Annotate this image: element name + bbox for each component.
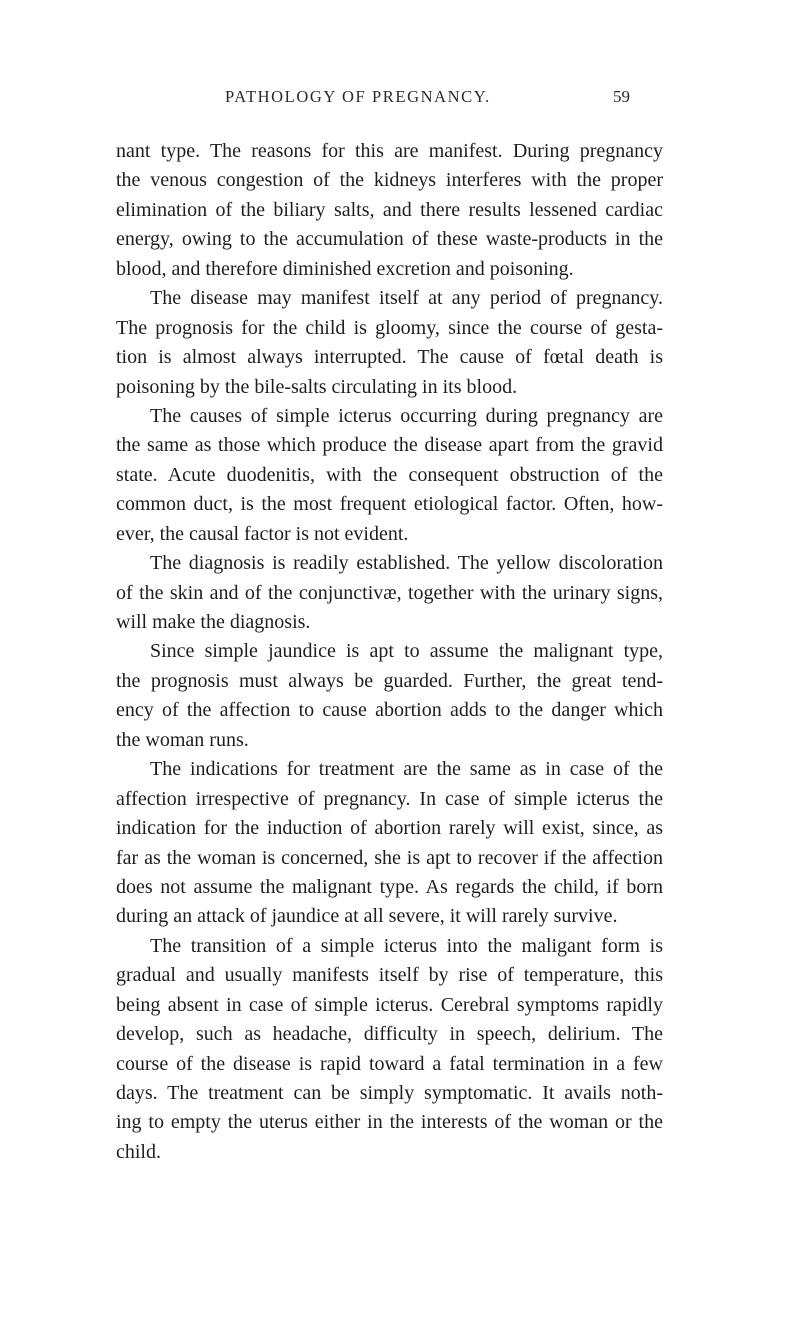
text-line: nant type. The reasons for this are manifest. During pregnancy — [116, 140, 663, 162]
text-line: The prognosis for the child is gloomy, since the course of gesta- — [116, 316, 663, 339]
text-line: the prognosis must always be guarded. Further, the great tend- — [116, 669, 663, 692]
text-line: poisoning by the bile-salts circulating in its blood. — [116, 375, 518, 398]
text-line: the woman runs. — [116, 728, 249, 751]
text-line: days. The treatment can be simply symptomatic. It avails noth- — [116, 1082, 663, 1104]
text-line: elimination of the biliary salts, and there results lessened cardiac — [116, 198, 663, 221]
text-line: ing to empty the uterus either in the interests of the woman or the — [116, 1111, 663, 1134]
text-line: The causes of simple icterus occurring during pregnancy are — [150, 404, 663, 427]
text-line: common duct, is the most frequent etiological factor. Often, how- — [116, 493, 663, 516]
text-line: The transition of a simple icterus into the maligant form is — [150, 934, 663, 957]
running-title: PATHOLOGY OF PREGNANCY. — [225, 87, 491, 106]
text-line: does not assume the malignant type. As regards the child, if born — [116, 875, 663, 898]
text-line: the same as those which produce the disease apart from the gravid — [116, 434, 663, 457]
text-line: Since simple jaundice is apt to assume the malignant type, — [150, 640, 663, 663]
text-line: far as the woman is concerned, she is apt to recover if the affection — [116, 846, 663, 869]
text-line: tion is almost always interrupted. The cause of fœtal death is — [116, 346, 663, 369]
page-number: 59 — [613, 87, 630, 106]
text-line: state. Acute duodenitis, with the consequent obstruction of the — [116, 463, 663, 486]
text-line: ency of the affection to cause abortion adds to the danger which — [116, 699, 663, 722]
text-line: ever, the causal factor is not evident. — [116, 522, 409, 545]
text-line: energy, owing to the accumulation of these waste-products in the — [116, 228, 663, 251]
text-line: affection irrespective of pregnancy. In case of simple icterus the — [116, 787, 663, 810]
text-line: The diagnosis is readily established. The yellow discoloration — [150, 552, 663, 575]
text-line: being absent in case of simple icterus. Cerebral symptoms rapidly — [116, 993, 663, 1016]
text-line: child. — [116, 1140, 161, 1163]
text-line: The indications for treatment are the same as in case of the — [150, 758, 663, 781]
text-line: the venous congestion of the kidneys interferes with the proper — [116, 169, 663, 192]
text-line: develop, such as headache, difficulty in speech, delirium. The — [116, 1023, 663, 1046]
text-line: during an attack of jaundice at all severe, it will rarely survive. — [116, 905, 618, 928]
text-line: indication for the induction of abortion rarely will exist, since, as — [116, 817, 663, 840]
text-line: blood, and therefore diminished excretion and poisoning. — [116, 257, 574, 280]
body-text — [116, 137, 663, 1167]
text-line: will make the diagnosis. — [116, 611, 311, 633]
text-line: course of the disease is rapid toward a fatal termination in a few — [116, 1052, 663, 1075]
text-line: The disease may manifest itself at any period of pregnancy. — [150, 287, 663, 310]
text-line: gradual and usually manifests itself by rise of temperature, this — [116, 964, 663, 987]
text-line: of the skin and of the conjunctivæ, together with the urinary signs, — [116, 581, 663, 604]
